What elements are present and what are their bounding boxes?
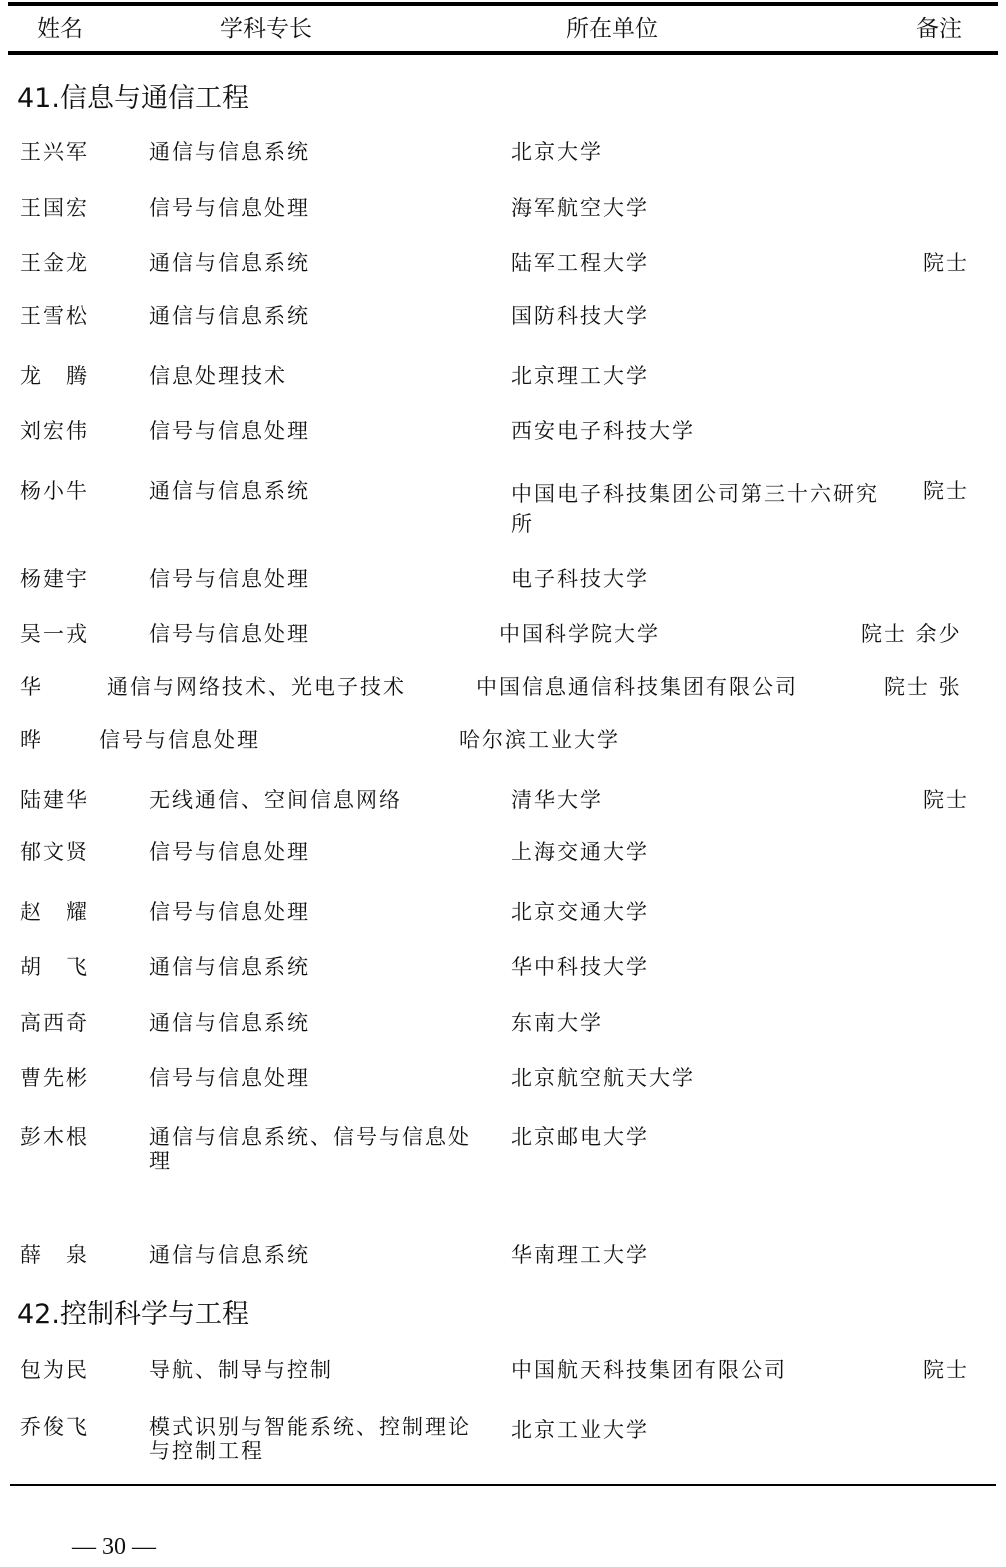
person-unit: 国防科技大学 xyxy=(511,304,649,328)
person-name: 杨小牛 xyxy=(20,479,89,503)
person-name: 王雪松 xyxy=(20,304,89,328)
person-name: 刘宏伟 xyxy=(20,419,89,443)
person-note: 院士 张 xyxy=(884,675,962,699)
person-unit: 上海交通大学 xyxy=(511,840,649,864)
person-unit: 中国航天科技集团有限公司 xyxy=(511,1358,787,1382)
person-discipline: 信号与信息处理 xyxy=(149,567,310,591)
person-discipline: 通信与网络技术、光电子技术 xyxy=(107,675,406,699)
person-discipline: 信号与信息处理 xyxy=(149,900,310,924)
person-name: 陆建华 xyxy=(20,788,89,812)
person-unit: 东南大学 xyxy=(511,1011,603,1035)
person-discipline: 信号与信息处理 xyxy=(149,196,310,220)
person-discipline: 通信与信息系统 xyxy=(149,1243,310,1267)
person-discipline: 通信与信息系统 xyxy=(149,140,310,164)
section-title: 41.信息与通信工程 xyxy=(17,83,249,114)
person-unit: 中国电子科技集团公司第三十六研究所 xyxy=(511,482,879,536)
section-title: 42.控制科学与工程 xyxy=(17,1299,249,1330)
person-discipline: 信号与信息处理 xyxy=(149,622,310,646)
person-discipline: 模式识别与智能系统、控制理论与控制工程 xyxy=(149,1415,471,1463)
person-name: 包为民 xyxy=(20,1358,89,1382)
person-note: 院士 xyxy=(923,788,969,812)
person-name: 薛 泉 xyxy=(20,1243,89,1267)
person-unit: 北京邮电大学 xyxy=(511,1125,649,1149)
person-name: 赵 耀 xyxy=(20,900,89,924)
person-unit: 哈尔滨工业大学 xyxy=(459,728,620,752)
person-discipline: 无线通信、空间信息网络 xyxy=(149,788,402,812)
column-header-discipline: 学科专长 xyxy=(220,16,312,42)
person-discipline: 导航、制导与控制 xyxy=(149,1358,333,1382)
person-name: 王兴军 xyxy=(20,140,89,164)
person-discipline: 信号与信息处理 xyxy=(149,419,310,443)
person-name: 王金龙 xyxy=(20,251,89,275)
person-name: 晔 xyxy=(20,728,43,752)
person-discipline: 通信与信息系统 xyxy=(149,1011,310,1035)
person-unit: 北京交通大学 xyxy=(511,900,649,924)
person-unit: 北京航空航天大学 xyxy=(511,1066,695,1090)
header-rule-top xyxy=(8,2,998,6)
person-unit: 北京理工大学 xyxy=(511,364,649,388)
person-name: 吴一戎 xyxy=(20,622,89,646)
person-name: 龙 腾 xyxy=(20,364,89,388)
person-name: 彭木根 xyxy=(20,1125,89,1149)
person-note: 院士 xyxy=(923,1358,969,1382)
person-unit: 中国信息通信科技集团有限公司 xyxy=(476,675,798,699)
person-name: 华 xyxy=(20,675,43,699)
person-discipline: 通信与信息系统、信号与信息处理 xyxy=(149,1125,471,1173)
person-discipline: 通信与信息系统 xyxy=(149,479,310,503)
person-name: 胡 飞 xyxy=(20,955,89,979)
person-unit: 陆军工程大学 xyxy=(511,251,649,275)
person-name: 杨建宇 xyxy=(20,567,89,591)
header-rule-bottom xyxy=(8,51,998,55)
person-discipline: 信号与信息处理 xyxy=(149,840,310,864)
person-unit: 北京工业大学 xyxy=(511,1418,649,1442)
person-unit: 中国科学院大学 xyxy=(499,622,660,646)
person-discipline: 信息处理技术 xyxy=(149,364,287,388)
person-note: 院士 xyxy=(923,479,969,503)
person-unit: 华南理工大学 xyxy=(511,1243,649,1267)
person-discipline: 通信与信息系统 xyxy=(149,304,310,328)
person-note: 院士 xyxy=(923,251,969,275)
column-header-unit: 所在单位 xyxy=(566,16,658,42)
person-name: 王国宏 xyxy=(20,196,89,220)
person-discipline: 通信与信息系统 xyxy=(149,955,310,979)
footer-rule xyxy=(10,1484,996,1486)
person-unit: 海军航空大学 xyxy=(511,196,649,220)
person-unit: 电子科技大学 xyxy=(511,567,649,591)
person-unit: 华中科技大学 xyxy=(511,955,649,979)
column-header-note: 备注 xyxy=(916,16,962,42)
column-header-name: 姓名 xyxy=(37,16,83,42)
person-name: 郁文贤 xyxy=(20,840,89,864)
person-unit: 清华大学 xyxy=(511,788,603,812)
page-number: — 30 — xyxy=(72,1534,156,1560)
person-unit: 北京大学 xyxy=(511,140,603,164)
person-discipline: 通信与信息系统 xyxy=(149,251,310,275)
person-name: 曹先彬 xyxy=(20,1066,89,1090)
person-discipline: 信号与信息处理 xyxy=(149,1066,310,1090)
person-unit: 西安电子科技大学 xyxy=(511,419,695,443)
person-name: 高西奇 xyxy=(20,1011,89,1035)
person-name: 乔俊飞 xyxy=(20,1415,89,1439)
person-discipline: 信号与信息处理 xyxy=(99,728,260,752)
person-note: 院士 余少 xyxy=(861,622,962,646)
